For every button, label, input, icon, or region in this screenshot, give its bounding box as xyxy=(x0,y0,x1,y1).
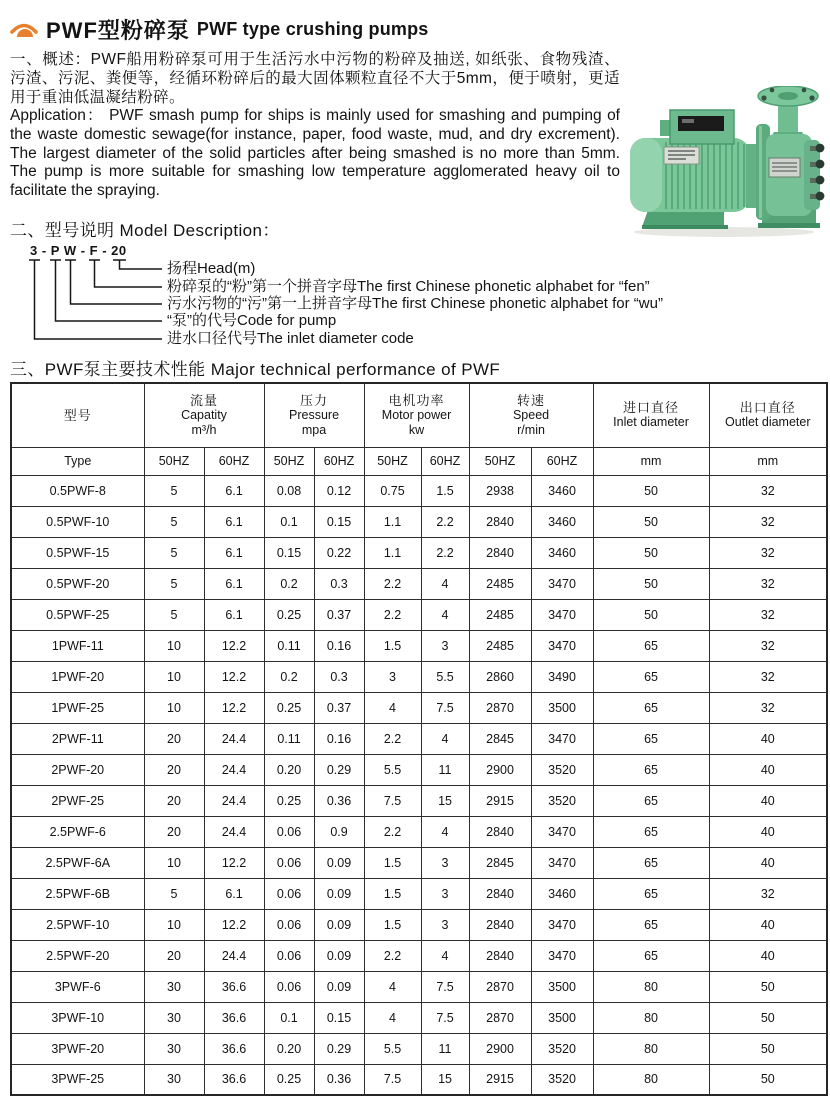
value-cell: 65 xyxy=(593,816,709,847)
value-cell: 1.5 xyxy=(364,847,421,878)
value-cell: 2840 xyxy=(469,878,531,909)
value-cell: 50 xyxy=(593,506,709,537)
value-cell: 0.25 xyxy=(264,692,314,723)
value-cell: 1.5 xyxy=(364,630,421,661)
value-cell: 2.2 xyxy=(364,816,421,847)
model-cell: 2.5PWF-20 xyxy=(11,940,144,971)
header-freq-60hz: 60HZ xyxy=(531,447,593,475)
model-label-inlet: 进水口径代号The inlet diameter code xyxy=(167,330,414,347)
value-cell: 0.3 xyxy=(314,661,364,692)
model-label-fen: 粉碎泵的“粉”第一个拼音字母The first Chinese phonetic alphabet for “fen” xyxy=(167,278,650,295)
model-cell: 3PWF-10 xyxy=(11,1002,144,1033)
value-cell: 0.29 xyxy=(314,1033,364,1064)
value-cell: 3 xyxy=(364,661,421,692)
value-cell: 3470 xyxy=(531,568,593,599)
value-cell: 65 xyxy=(593,785,709,816)
value-cell: 2938 xyxy=(469,475,531,506)
overview-section xyxy=(10,51,620,200)
value-cell: 50 xyxy=(593,537,709,568)
value-cell: 32 xyxy=(709,692,827,723)
value-cell: 3460 xyxy=(531,878,593,909)
value-cell: 7.5 xyxy=(421,971,469,1002)
value-cell: 6.1 xyxy=(204,537,264,568)
model-cell: 0.5PWF-20 xyxy=(11,568,144,599)
value-cell: 2845 xyxy=(469,723,531,754)
value-cell: 65 xyxy=(593,661,709,692)
value-cell: 2870 xyxy=(469,692,531,723)
value-cell: 12.2 xyxy=(204,630,264,661)
value-cell: 40 xyxy=(709,723,827,754)
value-cell: 0.09 xyxy=(314,971,364,1002)
value-cell: 5.5 xyxy=(364,754,421,785)
table-row xyxy=(11,568,827,599)
table-row xyxy=(11,785,827,816)
value-cell: 2915 xyxy=(469,1064,531,1095)
value-cell: 0.09 xyxy=(314,878,364,909)
value-cell: 3470 xyxy=(531,723,593,754)
value-cell: 6.1 xyxy=(204,506,264,537)
value-cell: 3 xyxy=(421,630,469,661)
value-cell: 36.6 xyxy=(204,1033,264,1064)
value-cell: 3470 xyxy=(531,847,593,878)
spec-table-body xyxy=(11,475,827,1095)
value-cell: 12.2 xyxy=(204,692,264,723)
table-row xyxy=(11,537,827,568)
spec-table xyxy=(10,382,828,1096)
value-cell: 32 xyxy=(709,878,827,909)
value-cell: 3470 xyxy=(531,816,593,847)
table-row xyxy=(11,506,827,537)
value-cell: 12.2 xyxy=(204,847,264,878)
value-cell: 30 xyxy=(144,971,204,1002)
header-inlet: 进口直径 Inlet diameter xyxy=(593,383,709,447)
value-cell: 10 xyxy=(144,661,204,692)
value-cell: 0.09 xyxy=(314,940,364,971)
value-cell: 32 xyxy=(709,475,827,506)
value-cell: 10 xyxy=(144,692,204,723)
model-cell: 3PWF-20 xyxy=(11,1033,144,1064)
value-cell: 0.1 xyxy=(264,1002,314,1033)
header-model-cn: 型号 xyxy=(11,383,144,447)
value-cell: 10 xyxy=(144,630,204,661)
value-cell: 50 xyxy=(709,971,827,1002)
table-row xyxy=(11,971,827,1002)
header-motor-power: 电机功率 Motor power kw xyxy=(364,383,469,447)
value-cell: 50 xyxy=(593,475,709,506)
value-cell: 7.5 xyxy=(421,1002,469,1033)
value-cell: 40 xyxy=(709,816,827,847)
value-cell: 2840 xyxy=(469,506,531,537)
header-freq-60hz: 60HZ xyxy=(421,447,469,475)
value-cell: 32 xyxy=(709,599,827,630)
value-cell: 30 xyxy=(144,1064,204,1095)
value-cell: 65 xyxy=(593,754,709,785)
value-cell: 0.20 xyxy=(264,1033,314,1064)
value-cell: 32 xyxy=(709,568,827,599)
page-title-cn: PWF型粉碎泵 xyxy=(46,18,190,43)
header-capacity: 流量 Capatity m³/h xyxy=(144,383,264,447)
value-cell: 4 xyxy=(364,971,421,1002)
model-cell: 2PWF-25 xyxy=(11,785,144,816)
value-cell: 3460 xyxy=(531,506,593,537)
page-header xyxy=(8,14,429,45)
value-cell: 5.5 xyxy=(421,661,469,692)
value-cell: 6.1 xyxy=(204,599,264,630)
value-cell: 11 xyxy=(421,754,469,785)
header-outlet-unit: mm xyxy=(709,447,827,475)
value-cell: 32 xyxy=(709,506,827,537)
value-cell: 80 xyxy=(593,1064,709,1095)
table-row xyxy=(11,909,827,940)
value-cell: 0.2 xyxy=(264,568,314,599)
value-cell: 32 xyxy=(709,630,827,661)
value-cell: 3500 xyxy=(531,971,593,1002)
value-cell: 2.2 xyxy=(421,506,469,537)
value-cell: 0.37 xyxy=(314,599,364,630)
value-cell: 3520 xyxy=(531,1033,593,1064)
value-cell: 2840 xyxy=(469,537,531,568)
value-cell: 3460 xyxy=(531,537,593,568)
value-cell: 2485 xyxy=(469,630,531,661)
pump-illustration xyxy=(612,86,826,238)
value-cell: 0.2 xyxy=(264,661,314,692)
value-cell: 3470 xyxy=(531,599,593,630)
value-cell: 0.20 xyxy=(264,754,314,785)
value-cell: 1.1 xyxy=(364,537,421,568)
model-cell: 2.5PWF-10 xyxy=(11,909,144,940)
value-cell: 2.2 xyxy=(364,599,421,630)
value-cell: 7.5 xyxy=(364,1064,421,1095)
value-cell: 2.2 xyxy=(364,568,421,599)
value-cell: 0.06 xyxy=(264,940,314,971)
value-cell: 1.5 xyxy=(421,475,469,506)
value-cell: 40 xyxy=(709,940,827,971)
table-row xyxy=(11,475,827,506)
value-cell: 0.1 xyxy=(264,506,314,537)
value-cell: 3520 xyxy=(531,785,593,816)
model-cell: 3PWF-25 xyxy=(11,1064,144,1095)
model-cell: 1PWF-20 xyxy=(11,661,144,692)
table-row xyxy=(11,816,827,847)
value-cell: 15 xyxy=(421,1064,469,1095)
value-cell: 65 xyxy=(593,847,709,878)
value-cell: 50 xyxy=(709,1064,827,1095)
value-cell: 50 xyxy=(709,1002,827,1033)
value-cell: 20 xyxy=(144,723,204,754)
value-cell: 65 xyxy=(593,692,709,723)
overview-paragraph-cn: 一、概述：PWF船用粉碎泵可用于生活污水中污物的粉碎及抽送, 如纸张、食物残渣、污渣、污泥、粪便等，经循环粉碎后的最大固体颗粒直径不大于5mm，便于喷射，更适用于重油低温凝结粉碎。 xyxy=(10,51,620,106)
value-cell: 0.06 xyxy=(264,878,314,909)
value-cell: 0.11 xyxy=(264,630,314,661)
model-cell: 2.5PWF-6B xyxy=(11,878,144,909)
value-cell: 4 xyxy=(421,599,469,630)
value-cell: 0.08 xyxy=(264,475,314,506)
value-cell: 3500 xyxy=(531,692,593,723)
value-cell: 80 xyxy=(593,971,709,1002)
value-cell: 1.5 xyxy=(364,909,421,940)
model-cell: 0.5PWF-15 xyxy=(11,537,144,568)
value-cell: 12.2 xyxy=(204,909,264,940)
header-freq-50hz: 50HZ xyxy=(469,447,531,475)
table-row xyxy=(11,754,827,785)
value-cell: 0.29 xyxy=(314,754,364,785)
value-cell: 40 xyxy=(709,785,827,816)
table-row xyxy=(11,599,827,630)
value-cell: 6.1 xyxy=(204,475,264,506)
value-cell: 4 xyxy=(421,723,469,754)
value-cell: 0.15 xyxy=(314,506,364,537)
value-cell: 0.06 xyxy=(264,971,314,1002)
header-freq-50hz: 50HZ xyxy=(144,447,204,475)
value-cell: 10 xyxy=(144,847,204,878)
value-cell: 4 xyxy=(364,1002,421,1033)
logo-arc-icon xyxy=(8,17,40,43)
value-cell: 5 xyxy=(144,506,204,537)
value-cell: 20 xyxy=(144,816,204,847)
table-row xyxy=(11,1002,827,1033)
value-cell: 2840 xyxy=(469,940,531,971)
value-cell: 3520 xyxy=(531,754,593,785)
value-cell: 0.22 xyxy=(314,537,364,568)
table-row xyxy=(11,1033,827,1064)
value-cell: 0.09 xyxy=(314,847,364,878)
value-cell: 15 xyxy=(421,785,469,816)
value-cell: 0.36 xyxy=(314,785,364,816)
value-cell: 7.5 xyxy=(421,692,469,723)
value-cell: 2840 xyxy=(469,909,531,940)
header-speed: 转速 Speed r/min xyxy=(469,383,593,447)
value-cell: 0.15 xyxy=(264,537,314,568)
table-row xyxy=(11,878,827,909)
model-label-pump: “泵”的代号Code for pump xyxy=(167,312,337,329)
value-cell: 3470 xyxy=(531,909,593,940)
value-cell: 2485 xyxy=(469,568,531,599)
value-cell: 12.2 xyxy=(204,661,264,692)
header-freq-50hz: 50HZ xyxy=(364,447,421,475)
value-cell: 6.1 xyxy=(204,878,264,909)
value-cell: 2845 xyxy=(469,847,531,878)
value-cell: 2900 xyxy=(469,754,531,785)
value-cell: 20 xyxy=(144,754,204,785)
model-cell: 0.5PWF-25 xyxy=(11,599,144,630)
value-cell: 0.06 xyxy=(264,816,314,847)
model-cell: 1PWF-11 xyxy=(11,630,144,661)
value-cell: 50 xyxy=(593,568,709,599)
model-cell: 3PWF-6 xyxy=(11,971,144,1002)
value-cell: 24.4 xyxy=(204,723,264,754)
value-cell: 3470 xyxy=(531,940,593,971)
value-cell: 0.11 xyxy=(264,723,314,754)
model-cell: 1PWF-25 xyxy=(11,692,144,723)
value-cell: 65 xyxy=(593,723,709,754)
value-cell: 3490 xyxy=(531,661,593,692)
value-cell: 40 xyxy=(709,754,827,785)
value-cell: 3 xyxy=(421,847,469,878)
value-cell: 5 xyxy=(144,568,204,599)
model-section-heading: 二、型号说明 Model Description： xyxy=(10,221,280,240)
value-cell: 4 xyxy=(421,816,469,847)
value-cell: 0.16 xyxy=(314,723,364,754)
value-cell: 40 xyxy=(709,847,827,878)
value-cell: 80 xyxy=(593,1033,709,1064)
value-cell: 24.4 xyxy=(204,754,264,785)
value-cell: 24.4 xyxy=(204,940,264,971)
value-cell: 5.5 xyxy=(364,1033,421,1064)
value-cell: 3460 xyxy=(531,475,593,506)
value-cell: 2915 xyxy=(469,785,531,816)
value-cell: 4 xyxy=(421,568,469,599)
model-cell: 0.5PWF-8 xyxy=(11,475,144,506)
value-cell: 7.5 xyxy=(364,785,421,816)
value-cell: 36.6 xyxy=(204,1064,264,1095)
header-outlet: 出口直径 Outlet diameter xyxy=(709,383,827,447)
value-cell: 20 xyxy=(144,940,204,971)
value-cell: 0.12 xyxy=(314,475,364,506)
model-label-wu: 污水污物的“污”第一上拼音字母The first Chinese phonetic alphabet for “wu” xyxy=(167,295,663,312)
value-cell: 32 xyxy=(709,661,827,692)
value-cell: 5 xyxy=(144,475,204,506)
value-cell: 3 xyxy=(421,909,469,940)
header-freq-60hz: 60HZ xyxy=(204,447,264,475)
model-label-head: 扬程Head(m) xyxy=(167,260,256,277)
value-cell: 2900 xyxy=(469,1033,531,1064)
value-cell: 0.36 xyxy=(314,1064,364,1095)
header-inlet-unit: mm xyxy=(593,447,709,475)
value-cell: 30 xyxy=(144,1002,204,1033)
value-cell: 20 xyxy=(144,785,204,816)
model-cell: 2PWF-20 xyxy=(11,754,144,785)
value-cell: 0.09 xyxy=(314,909,364,940)
value-cell: 11 xyxy=(421,1033,469,1064)
value-cell: 36.6 xyxy=(204,1002,264,1033)
pump-photo xyxy=(612,86,826,238)
table-row xyxy=(11,630,827,661)
value-cell: 2840 xyxy=(469,816,531,847)
value-cell: 50 xyxy=(593,599,709,630)
value-cell: 80 xyxy=(593,1002,709,1033)
value-cell: 2.2 xyxy=(364,723,421,754)
value-cell: 30 xyxy=(144,1033,204,1064)
value-cell: 6.1 xyxy=(204,568,264,599)
value-cell: 0.9 xyxy=(314,816,364,847)
value-cell: 0.06 xyxy=(264,909,314,940)
model-cell: 0.5PWF-10 xyxy=(11,506,144,537)
value-cell: 4 xyxy=(421,940,469,971)
table-row xyxy=(11,661,827,692)
value-cell: 0.37 xyxy=(314,692,364,723)
value-cell: 3520 xyxy=(531,1064,593,1095)
table-section-heading: 三、PWF泵主要技术性能 Major technical performance of PWF xyxy=(10,360,501,379)
table-row xyxy=(11,692,827,723)
value-cell: 0.15 xyxy=(314,1002,364,1033)
value-cell: 2.2 xyxy=(421,537,469,568)
value-cell: 0.75 xyxy=(364,475,421,506)
value-cell: 0.3 xyxy=(314,568,364,599)
value-cell: 2870 xyxy=(469,1002,531,1033)
value-cell: 3 xyxy=(421,878,469,909)
value-cell: 65 xyxy=(593,909,709,940)
value-cell: 2485 xyxy=(469,599,531,630)
value-cell: 40 xyxy=(709,909,827,940)
value-cell: 24.4 xyxy=(204,816,264,847)
value-cell: 3500 xyxy=(531,1002,593,1033)
value-cell: 5 xyxy=(144,537,204,568)
value-cell: 65 xyxy=(593,630,709,661)
model-cell: 2PWF-11 xyxy=(11,723,144,754)
model-code: 3 - P W - F - 20 xyxy=(30,243,127,258)
value-cell: 2860 xyxy=(469,661,531,692)
value-cell: 0.16 xyxy=(314,630,364,661)
header-type: Type xyxy=(11,447,144,475)
value-cell: 2870 xyxy=(469,971,531,1002)
value-cell: 32 xyxy=(709,537,827,568)
value-cell: 1.1 xyxy=(364,506,421,537)
table-row xyxy=(11,1064,827,1095)
value-cell: 0.06 xyxy=(264,847,314,878)
model-cell: 2.5PWF-6 xyxy=(11,816,144,847)
value-cell: 2.2 xyxy=(364,940,421,971)
model-code-diagram xyxy=(10,243,730,349)
value-cell: 4 xyxy=(364,692,421,723)
value-cell: 0.25 xyxy=(264,599,314,630)
header-freq-50hz: 50HZ xyxy=(264,447,314,475)
value-cell: 5 xyxy=(144,599,204,630)
header-freq-60hz: 60HZ xyxy=(314,447,364,475)
value-cell: 65 xyxy=(593,878,709,909)
model-cell: 2.5PWF-6A xyxy=(11,847,144,878)
value-cell: 0.25 xyxy=(264,785,314,816)
overview-paragraph-en: Application： PWF smash pump for ships is mainly used for smashing and pumping of the waste domestic sewage(for instance, paper, food waste, mud, and dry excrement). The largest diameter of the solid particles after being smashed is no more than 5mm. The pump is more suitable for smashing low temperature agglomerated heavy oil to facilitate the spraying. xyxy=(10,107,620,199)
table-header-row-2 xyxy=(11,447,827,475)
value-cell: 24.4 xyxy=(204,785,264,816)
value-cell: 10 xyxy=(144,909,204,940)
value-cell: 5 xyxy=(144,878,204,909)
page-title-en: PWF type crushing pumps xyxy=(196,19,429,39)
value-cell: 36.6 xyxy=(204,971,264,1002)
value-cell: 1.5 xyxy=(364,878,421,909)
table-header-row-1 xyxy=(11,383,827,447)
table-row xyxy=(11,847,827,878)
value-cell: 3470 xyxy=(531,630,593,661)
value-cell: 65 xyxy=(593,940,709,971)
table-row xyxy=(11,940,827,971)
value-cell: 0.25 xyxy=(264,1064,314,1095)
value-cell: 50 xyxy=(709,1033,827,1064)
table-row xyxy=(11,723,827,754)
header-pressure: 压力 Pressure mpa xyxy=(264,383,364,447)
